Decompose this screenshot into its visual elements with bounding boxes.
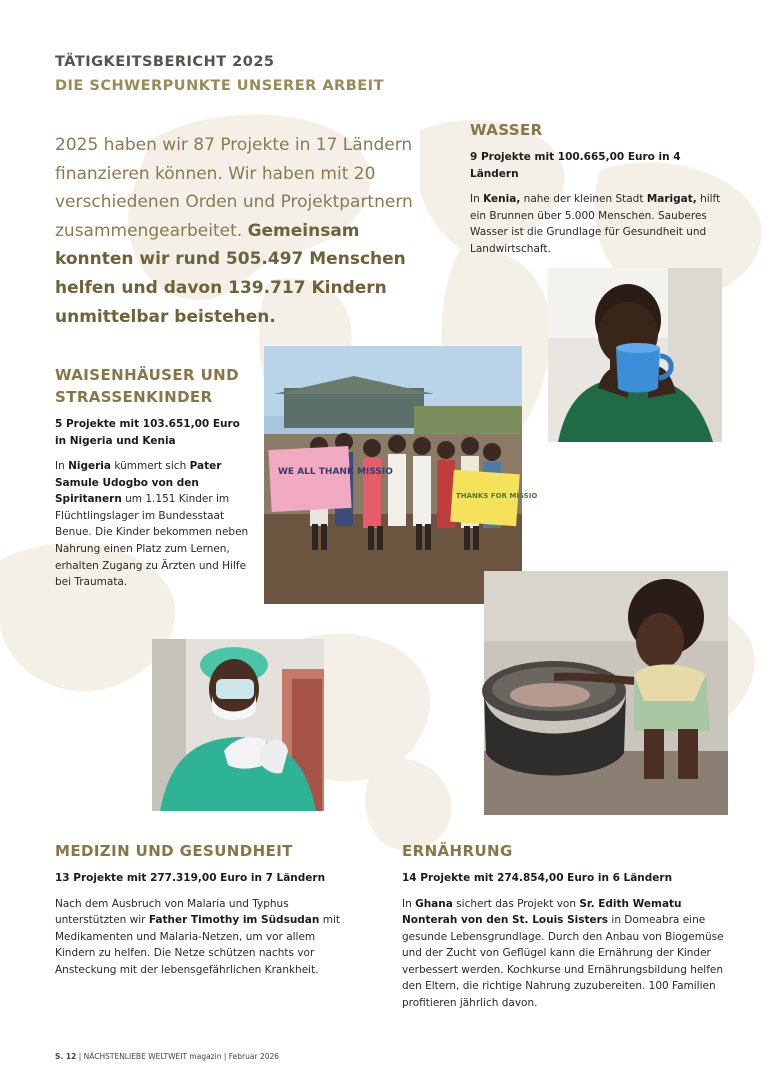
section-medizin [55,840,345,978]
body-text: In [470,193,484,205]
section-body [470,191,730,257]
footer [55,1052,279,1061]
body-text: um 1.151 Kinder im Flüchtlingslager im Bundesstaat Benue. Die Kinder bekommen neben Nahrung einen Platz zum Lernen, erhalten Zugang zu Ärzten und Hilfe bei Traumata. [55,493,249,589]
section-body [55,458,255,591]
section-subtitle: 9 Projekte mit 100.665,00 Euro in 4 Ländern [470,151,681,180]
body-text: Nach dem Ausbruch von Malaria und Typhus unterstützten wir [55,897,289,927]
section-title: WASSER [470,121,543,139]
section-subtitle-line1: 5 Projekte mit 103.651,00 Euro [55,418,240,430]
footer-separator: | [78,1052,82,1061]
body-text: kümmert sich [110,460,190,472]
photo-children-with-signs [264,346,538,604]
section-subtitle: 13 Projekte mit 277.319,00 Euro in 7 Ländern [55,872,326,884]
photo-child-cooking-pot [484,571,728,815]
body-text: In [402,897,416,910]
section-subtitle: 14 Projekte mit 274.854,00 Euro in 6 Ländern [402,872,673,884]
body-text: mit Medikamenten und Malaria-Netzen, um vor allem Kindern zu helfen. Die Netze schützen nachts vor Ansteckung mit der lebensgefährlichen Krankheit. [55,914,340,976]
intro-text: 2025 haben wir 87 Projekte in 17 Ländern finanzieren können. Wir haben mit 20 verschiedenen Orden und Projektpartnern zusammengearbeitet. [55,135,413,241]
section-ernaehrung [402,840,740,1012]
section-title-line2: STRASSENKINDER [55,388,213,406]
section-wasser [470,119,730,257]
body-text: in Domeabra eine gesunde Lebensgrundlage. Durch den Anbau von Biogemüse und der Zucht von Geflügel kann die Ernährung der Kinder verbessert werden. Kochkurse und Ernährungsbildung helfen den Eltern, die richtige Nahrung zuzubereiten. 100 Familien profitieren jährlich davon. [402,914,724,1010]
body-text-bold: Ghana [415,897,453,910]
body-text: In [55,460,69,472]
photo-health-worker [152,639,324,811]
report-subtitle: DIE SCHWERPUNKTE UNSERER ARBEIT [55,78,384,94]
section-body [402,896,740,1012]
section-subtitle-line2: in Nigeria und Kenia [55,434,176,447]
section-title: ERNÄHRUNG [402,842,513,860]
section-title: MEDIZIN UND GESUNDHEIT [55,842,293,860]
body-text-bold: Pater Samule Udogbo von den Spiritanern [55,460,222,506]
body-text-bold: Sr. Edith Wematu Nonterah von den St. Louis Sisters [402,897,682,927]
report-title: TÄTIGKEITSBERICHT 2025 [55,54,275,70]
body-text: sichert das Projekt von [452,897,580,910]
sign-left-text: WE ALL THANK MISSIO [278,467,393,477]
body-text: hilft ein Brunnen über 5.000 Menschen. Sauberes Wasser ist die Grundlage für Gesundheit und Landwirtschaft. [470,193,721,255]
section-title-line1: WAISENHÄUSER UND [55,366,239,384]
body-text-bold: Kenia, [483,193,521,205]
page-number: S. 12 [55,1052,77,1061]
section-body [55,896,345,979]
photo-child-drinking-water [548,268,722,442]
body-text-bold: Nigeria [68,460,111,472]
intro-text-bold: Gemeinsam konnten wir rund 505.497 Menschen helfen und davon 139.717 Kindern unmittelbar beistehen. [55,220,406,327]
body-text-bold: Marigat, [646,193,697,205]
footer-separator: | [223,1052,227,1061]
issue-date: Februar 2026 [228,1052,280,1061]
body-text-bold: Father Timothy im Südsudan [148,914,320,927]
magazine-name: NÄCHSTENLIEBE WELTWEIT magazin [83,1052,222,1061]
intro-paragraph [55,131,415,331]
section-waisenhaeuser [55,364,255,591]
body-text: nahe der kleinen Stadt [520,193,647,205]
sign-right-text: THANKS FOR MISSIO [456,492,538,500]
